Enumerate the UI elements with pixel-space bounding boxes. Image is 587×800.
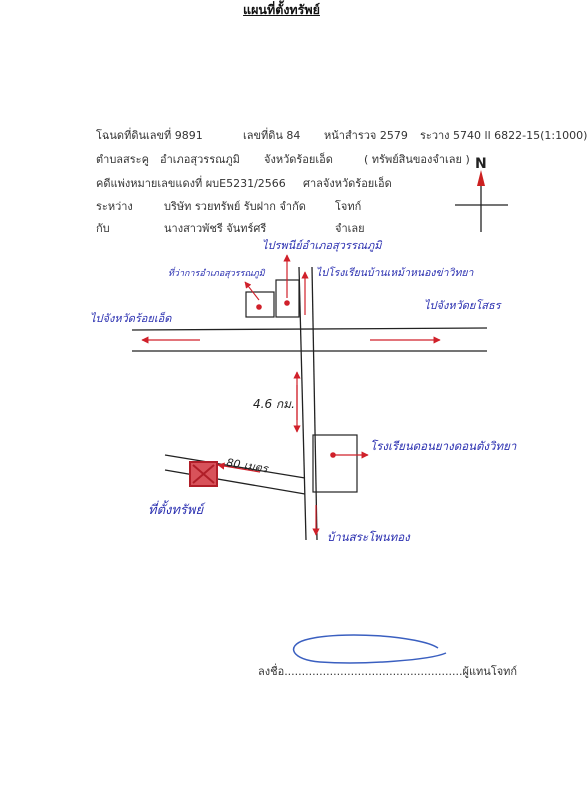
defendant-role: จำเลย	[335, 222, 365, 235]
survey-page: หน้าสำรวจ 2579	[324, 129, 408, 142]
label-distance-side: 80 เมตร	[225, 456, 269, 476]
signature-line	[258, 662, 517, 680]
deed-number: โฉนดที่ดินเลขที่ 9891	[96, 129, 203, 142]
defendant-name: นางสาวพัชรี จันทร์ศรี	[164, 222, 267, 235]
label-village: บ้านสระโพนทอง	[327, 530, 410, 544]
map-sheet: ระวาง 5740 ll 6822-15(1:1000)	[420, 129, 587, 142]
property-marker	[190, 462, 217, 486]
district-office-block	[246, 280, 299, 317]
property-note: ( ทรัพย์สินของจำเลย )	[364, 153, 470, 166]
label-distance-main: 4.6 กม.	[253, 397, 295, 411]
school-block	[313, 435, 357, 492]
with-label: กับ	[96, 222, 110, 235]
label-to-yasothon: ไปจังหวัดยโสธร	[424, 299, 501, 312]
label-school: โรงเรียนดอนยางดอนตังวิทยา	[370, 439, 517, 453]
label-to-suvarnabhumi: ไปรพนีย์อำเภอสุวรรณภูมิ	[262, 239, 382, 252]
signature-dots: ...................................................	[284, 665, 463, 678]
north-arrow-icon	[455, 156, 508, 232]
between-label: ระหว่าง	[96, 200, 133, 213]
signature-role: ผู้แทนโจทก์	[462, 665, 518, 678]
plaintiff-name: บริษัท รวยทรัพย์ รับฝาก จำกัด	[164, 200, 306, 213]
page-title: แผนที่ตั้งทรัพย์	[243, 2, 320, 17]
north-label: N	[475, 156, 487, 172]
label-district-office: ที่ว่าการอำเภอสุวรรณภูมิ	[168, 269, 265, 279]
land-number: เลขที่ดิน 84	[243, 129, 301, 142]
direction-arrows	[142, 255, 440, 535]
signature-scribble	[294, 635, 446, 663]
label-to-roiet: ไปจังหวัดร้อยเอ็ด	[90, 312, 172, 325]
signature-label: ลงชื่อ	[258, 665, 285, 678]
label-property: ที่ตั้งทรัพย์	[148, 503, 204, 518]
province: จังหวัดร้อยเอ็ด	[264, 153, 333, 166]
plaintiff-role: โจทก์	[335, 200, 362, 213]
case-number: คดีแพ่งหมายเลขแดงที่ ผบE5231/2566	[96, 177, 286, 190]
subdistrict: ตำบลสระคู	[96, 153, 149, 166]
main-road-vertical	[299, 267, 317, 540]
court-name: ศาลจังหวัดร้อยเอ็ด	[303, 177, 392, 190]
label-to-school: ไปโรงเรียนบ้านเหม้าหนองข่าวิทยา	[316, 267, 474, 279]
district: อำเภอสุวรรณภูมิ	[160, 153, 240, 166]
